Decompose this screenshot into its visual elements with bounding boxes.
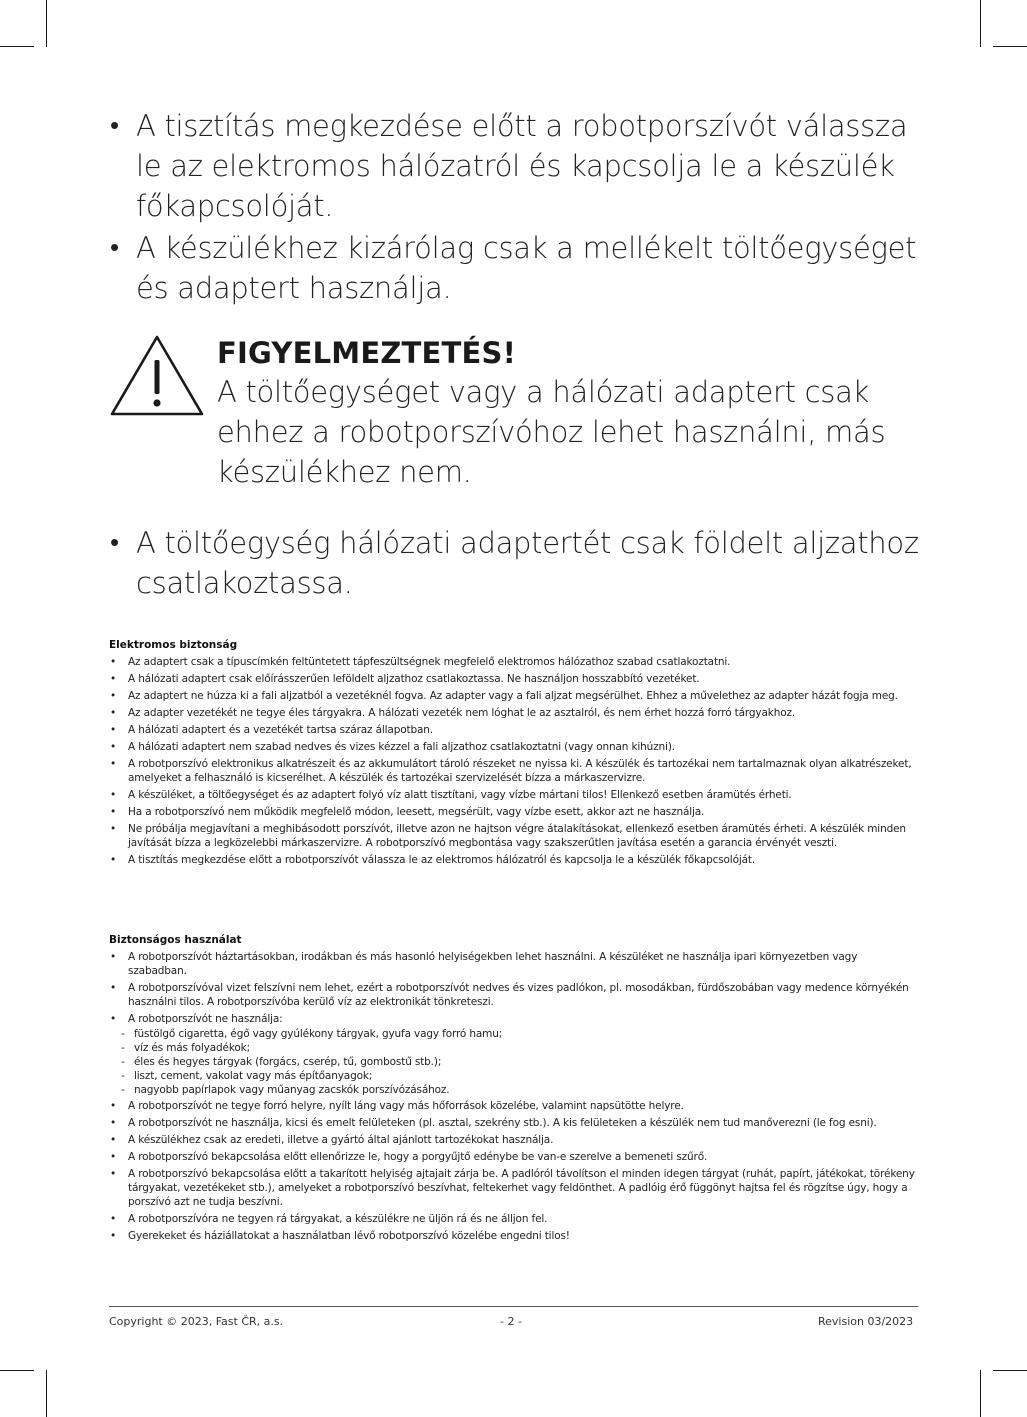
- warning-text: A töltőegységet vagy a hálózati adaptert csak ehhez a robotporszívóhoz lehet használni, más készülékhez nem.: [217, 375, 886, 489]
- item-text: A robotporszívó elektronikus alkatrészeit és az akkumulátort tároló részeket ne nyissa ki. A készülék és tartozékai nem tartalmaznak olyan alkatrészeket, amelyeket a felhasználó is kicserélhet. A készülék és tartozékai szervizelését bízza a márkaszervizre.: [128, 758, 912, 784]
- large-bullet-list-top: [110, 106, 940, 308]
- list-item: • A készülékhez csak az eredeti, illetve a gyártó által ajánlott tartozékokat használja.: [110, 1134, 554, 1146]
- item-text: Gyerekeket és háziállatokat a használatban lévő robotporszívó közelébe engedni tilos!: [128, 1230, 570, 1242]
- list-item: • A robotporszívót ne használja:: [110, 1013, 283, 1025]
- sub-list-item: - liszt, cement, vakolat vagy más építőanyagok;: [121, 1070, 373, 1082]
- item-text: Az adaptert csak a típuscímkén feltüntetett tápfeszültségnek megfelelő elektromos hálózathoz szabad csatlakoztatni.: [128, 656, 731, 668]
- warning-block: [109, 334, 929, 494]
- item-text: A robotporszívó bekapcsolása előtt ellenőrizze le, hogy a porgyűjtő edénybe be van-e szerelve a bemeneti szűrő.: [128, 1151, 708, 1163]
- section-title: Elektromos biztonság: [109, 639, 238, 651]
- list-item: • Ha a robotporszívó nem működik megfelelő módon, leesett, megsérült, vagy vízbe esett, akkor azt ne használja.: [110, 806, 705, 818]
- large-bullet-list-middle: [110, 523, 940, 603]
- section-title: Biztonságos használat: [109, 934, 242, 946]
- item-text: A készülékhez csak az eredeti, illetve a gyártó által ajánlott tartozékokat használja.: [128, 1134, 554, 1146]
- item-text: Ha a robotporszívó nem működik megfelelő módon, leesett, megsérült, vagy vízbe esett, akkor azt ne használja.: [128, 806, 705, 818]
- item-text: A robotporszívó bekapcsolása előtt a takarított helyiség ajtajait zárja be. A padlóról távolítson el minden idegen tárgyat (ruhát, papírt, játékokat, törékeny tárgyakat, vezetékeket stb.), amelyeket a robotporszívó beszívhat, feltekerhet vagy feldönthet. A padlóig érő függönyt hajtsa fel és rögzítse úgy, hogy a porszívó azt ne tudja beszívni.: [128, 1168, 915, 1208]
- list-item: • A tisztítás megkezdése előtt a robotporszívót válassza le az elektromos hálózatról és kapcsolja le a készülék főkapcsolóját.: [110, 109, 908, 223]
- list-item: • A töltőegység hálózati adaptertét csak földelt aljzathoz csatlakoztassa.: [110, 526, 919, 600]
- safe-use-list: [109, 950, 919, 1243]
- item-text: Az adaptert ne húzza ki a fali aljzatból a vezetéknél fogva. Az adapter vagy a fali aljzat megsérülhet. Ehhez a művelethez az adapter házát fogja meg.: [128, 690, 898, 702]
- sub-list-item: - éles és hegyes tárgyak (forgács, cserép, tű, gombostű stb.);: [121, 1056, 442, 1068]
- list-item: • Az adaptert csak a típuscímkén feltüntetett tápfeszültségnek megfelelő elektromos hálózathoz szabad csatlakoztatni.: [110, 656, 731, 668]
- item-text: A hálózati adaptert csak előírásszerűen leföldelt aljzathoz csatlakoztassa. Ne használjon hosszabbító vezetéket.: [128, 673, 700, 685]
- crop-mark: [993, 1370, 1027, 1371]
- item-text: A készüléket, a töltőegységet és az adaptert folyó víz alatt tisztítani, vagy vízbe mártani tilos! Ellenkező esetben áramütés érheti.: [128, 789, 792, 801]
- crop-mark: [980, 1370, 981, 1417]
- list-item: • A készülékhez kizárólag csak a mellékelt töltőegységet és adaptert használja.: [110, 231, 917, 305]
- list-item: • A hálózati adaptert csak előírásszerűen leföldelt aljzathoz csatlakoztassa. Ne használjon hosszabbító vezetéket.: [110, 673, 700, 685]
- item-text: A hálózati adaptert nem szabad nedves és vizes kézzel a fali aljzathoz csatlakoztatni (vagy onnan kihúzni).: [128, 741, 675, 753]
- safe-use-section: [109, 933, 919, 1246]
- item-text: A robotporszívót ne használja, kicsi és emelt felületeken (pl. asztal, szekrény stb.). A kis felületeken a készülék nem tud manőverezni (le fog esni).: [128, 1117, 877, 1129]
- item-text: A tisztítás megkezdése előtt a robotporszívót válassza le az elektromos hálózatról és kapcsolja le a készülék főkapcsolóját.: [128, 854, 756, 866]
- sub-list-item: - nagyobb papírlapok vagy műanyag zacskók porszívózásához.: [121, 1084, 450, 1096]
- item-text: éles és hegyes tárgyak (forgács, cserép, tű, gombostű stb.);: [134, 1056, 442, 1068]
- list-item: • Ne próbálja megjavítani a meghibásodott porszívót, illetve azon ne hajtson végre átalakításokat, ellenkező esetben áramütés érheti. A készülék minden javítását bízza a legközelebbi márkaszervizre. A robotporszívó megbontása vagy szakszerűtlen javítása esetén a garancia érvényét veszti.: [110, 823, 906, 849]
- list-item: • A robotporszívóval vizet felszívni nem lehet, ezért a robotporszívót nedves és vizes padlókon, pl. mosodákban, fürdőszobában vagy medence környékén használni tilos. A robotporszívóba kerülő víz az elektronikát tönkreteszi.: [110, 982, 909, 1008]
- list-item: • A robotporszívót háztartásokban, irodákban és más hasonló helyiségekben lehet használni. A készüléket ne használja ipari környezetben vagy szabadban.: [110, 951, 858, 977]
- bullet-text: A töltőegység hálózati adaptertét csak földelt aljzathoz csatlakoztassa.: [136, 526, 919, 600]
- footer-revision: Revision 03/2023: [818, 1315, 914, 1328]
- list-item: • A robotporszívóra ne tegyen rá tárgyakat, a készülékre ne üljön rá és ne álljon fel.: [110, 1213, 548, 1225]
- item-text: Az adapter vezetékét ne tegye éles tárgyakra. A hálózati vezeték nem lóghat le az asztalról, és nem érhet hozzá forró tárgyakhoz.: [128, 707, 796, 719]
- warning-triangle-icon: [109, 334, 205, 418]
- electrical-safety-section: [109, 638, 919, 870]
- list-item: • A robotporszívó elektronikus alkatrészeit és az akkumulátort tároló részeket ne nyissa ki. A készülék és tartozékai nem tartalmaznak olyan alkatrészeket, amelyeket a felhasználó is kicserélhet. A készülék és tartozékai szervizelését bízza a márkaszervizre.: [110, 758, 912, 784]
- item-text: A robotporszívóra ne tegyen rá tárgyakat, a készülékre ne üljön rá és ne álljon fel.: [128, 1213, 548, 1225]
- crop-mark: [46, 1370, 47, 1417]
- warning-title: FIGYELMEZTETÉS!: [217, 336, 517, 370]
- crop-mark: [46, 0, 47, 47]
- item-text: A robotporszívót ne használja:: [128, 1013, 283, 1025]
- list-item: • A robotporszívó bekapcsolása előtt a takarított helyiség ajtajait zárja be. A padlóról távolítson el minden idegen tárgyat (ruhát, papírt, játékokat, törékeny tárgyakat, vezetékeket stb.), amelyeket a robotporszívó beszívhat, feltekerhet vagy feldönthet. A padlóig érő függönyt hajtsa fel és rögzítse úgy, hogy a porszívó azt ne tudja beszívni.: [110, 1168, 915, 1208]
- item-text: Ne próbálja megjavítani a meghibásodott porszívót, illetve azon ne hajtson végre átalakításokat, ellenkező esetben áramütés érheti. A készülék minden javítását bízza a legközelebbi márkaszervizre. A robotporszívó megbontása vagy szakszerűtlen javítása esetén a garancia érvényét veszti.: [128, 823, 906, 849]
- crop-mark: [0, 1370, 34, 1371]
- item-text: nagyobb papírlapok vagy műanyag zacskók porszívózásához.: [134, 1084, 450, 1096]
- crop-mark: [0, 46, 34, 47]
- item-text: A robotporszívót háztartásokban, irodákban és más hasonló helyiségekben lehet használni. A készüléket ne használja ipari környezetben vagy szabadban.: [128, 951, 858, 977]
- footer-divider: [109, 1306, 918, 1307]
- footer-page-number: - 2 -: [500, 1315, 522, 1328]
- list-item: • A készüléket, a töltőegységet és az adaptert folyó víz alatt tisztítani, vagy vízbe mártani tilos! Ellenkező esetben áramütés érheti.: [110, 789, 792, 801]
- footer-copyright: Copyright © 2023, Fast ČR, a.s.: [109, 1315, 284, 1328]
- list-item: • A robotporszívó bekapcsolása előtt ellenőrizze le, hogy a porgyűjtő edénybe be van-e szerelve a bemeneti szűrő.: [110, 1151, 708, 1163]
- list-item: • A hálózati adaptert és a vezetékét tartsa száraz állapotban.: [110, 724, 433, 736]
- item-text: A robotporszívóval vizet felszívni nem lehet, ezért a robotporszívót nedves és vizes padlókon, pl. mosodákban, fürdőszobában vagy medence környékén használni tilos. A robotporszívóba kerülő víz az elektronikát tönkreteszi.: [128, 982, 909, 1008]
- bullet-text: A tisztítás megkezdése előtt a robotporszívót válassza le az elektromos hálózatról és kapcsolja le a készülék főkapcsolóját.: [136, 109, 908, 223]
- list-item: • A hálózati adaptert nem szabad nedves és vizes kézzel a fali aljzathoz csatlakoztatni (vagy onnan kihúzni).: [110, 741, 675, 753]
- list-item: • A tisztítás megkezdése előtt a robotporszívót válassza le az elektromos hálózatról és kapcsolja le a készülék főkapcsolóját.: [110, 854, 756, 866]
- item-text: A hálózati adaptert és a vezetékét tartsa száraz állapotban.: [128, 724, 433, 736]
- item-text: víz és más folyadékok;: [134, 1042, 250, 1054]
- item-text: füstölgő cigaretta, égő vagy gyúlékony tárgyak, gyufa vagy forró hamu;: [134, 1028, 503, 1040]
- electrical-safety-list: [109, 655, 919, 867]
- list-item: • Az adaptert ne húzza ki a fali aljzatból a vezetéknél fogva. Az adapter vagy a fali aljzat megsérülhet. Ehhez a művelethez az adapter házát fogja meg.: [110, 690, 898, 702]
- sub-list-item: - füstölgő cigaretta, égő vagy gyúlékony tárgyak, gyufa vagy forró hamu;: [121, 1028, 503, 1040]
- item-text: A robotporszívót ne tegye forró helyre, nyílt láng vagy más hőforrások közelébe, valamint napsütötte helyre.: [128, 1100, 684, 1112]
- sub-list-item: - víz és más folyadékok;: [121, 1042, 250, 1054]
- list-item: • Gyerekeket és háziállatokat a használatban lévő robotporszívó közelébe engedni tilos!: [110, 1230, 570, 1242]
- list-item: • A robotporszívót ne tegye forró helyre, nyílt láng vagy más hőforrások közelébe, valamint napsütötte helyre.: [110, 1100, 684, 1112]
- crop-mark: [980, 0, 981, 47]
- list-item: • A robotporszívót ne használja, kicsi és emelt felületeken (pl. asztal, szekrény stb.). A kis felületeken a készülék nem tud manőverezni (le fog esni).: [110, 1117, 877, 1129]
- bullet-text: A készülékhez kizárólag csak a mellékelt töltőegységet és adaptert használja.: [136, 231, 917, 305]
- list-item: • Az adapter vezetékét ne tegye éles tárgyakra. A hálózati vezeték nem lóghat le az asztalról, és nem érhet hozzá forró tárgyakhoz.: [110, 707, 796, 719]
- crop-mark: [993, 46, 1027, 47]
- item-text: liszt, cement, vakolat vagy más építőanyagok;: [134, 1070, 373, 1082]
